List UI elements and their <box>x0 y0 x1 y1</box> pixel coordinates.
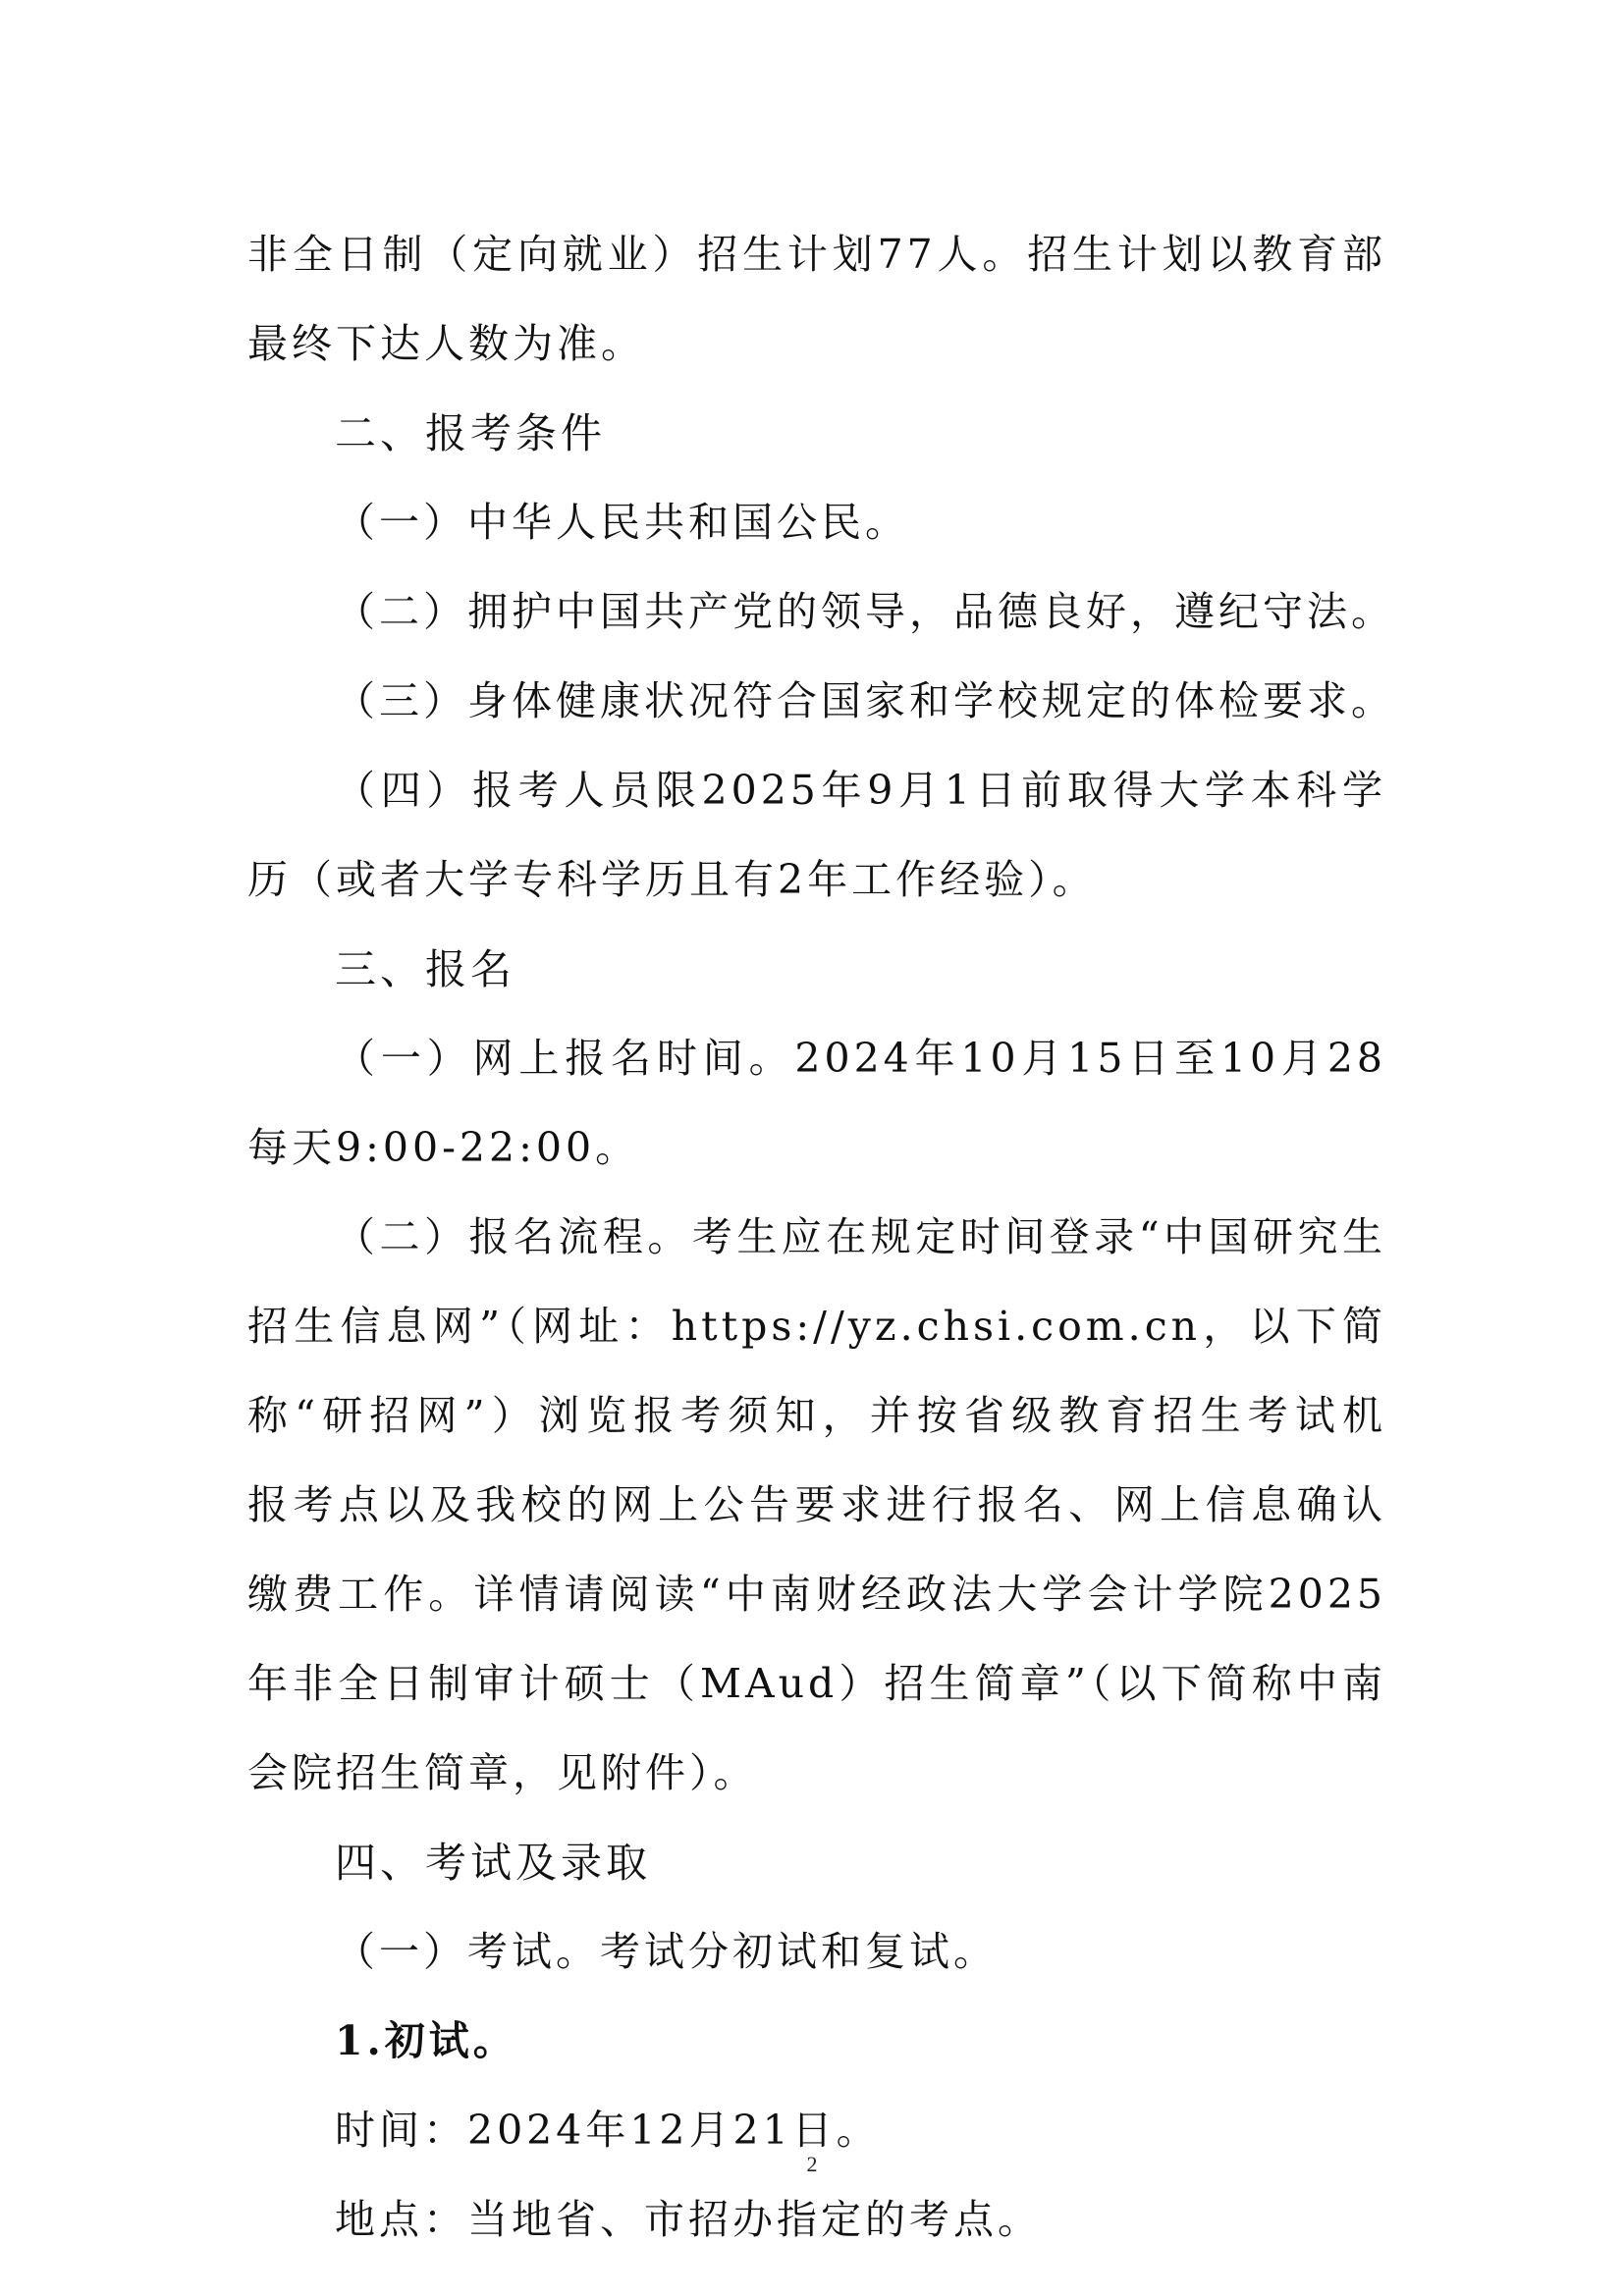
paragraph-line: （一）中华人民共和国公民。 <box>335 499 909 546</box>
paragraph-line: （二）报名流程。考生应在规定时间登录“中国研究生 <box>335 1213 1386 1260</box>
paragraph-line: 报考点以及我校的网上公告要求进行报名、网上信息确认 <box>247 1481 1386 1528</box>
page-number: 2 <box>806 2152 818 2176</box>
paragraph-line: （二）拥护中国共产党的领导，品德良好，遵纪守法。 <box>335 588 1395 635</box>
paragraph-line: 称“研招网”）浏览报考须知，并按省级教育招生考试机 <box>247 1392 1386 1439</box>
paragraph-line: 地点：当地省、市招办指定的考点。 <box>335 2196 1042 2243</box>
paragraph-line: （一）网上报名时间。2024年10月15日至10月28 <box>335 1035 1386 1082</box>
section-heading: 二、报考条件 <box>335 409 607 457</box>
paragraph-line: 最终下达人数为准。 <box>247 320 645 367</box>
section-heading: 三、报名 <box>335 945 516 993</box>
paragraph-line: 历（或者大学专科学历且有2年工作经验）。 <box>247 856 1097 903</box>
paragraph-line: 每天9:00-22:00。 <box>247 1124 640 1171</box>
paragraph-line: （三）身体健康状况符合国家和学校规定的体检要求。 <box>335 677 1395 724</box>
paragraph-line: （四）报考人员限2025年9月1日前取得大学本科学 <box>335 767 1386 814</box>
paragraph-line: 年非全日制审计硕士（MAud）招生简章”（以下简称中南 <box>247 1660 1386 1707</box>
paragraph-line: 会院招生简章，见附件）。 <box>247 1749 758 1796</box>
subsection-heading: 1.初试。 <box>335 2017 517 2064</box>
section-heading: 四、考试及录取 <box>335 1839 652 1887</box>
paragraph-line: 招生信息网”（网址：https://yz.chsi.com.cn，以下简 <box>247 1303 1386 1350</box>
paragraph-line: 非全日制（定向就业）招生计划77人。招生计划以教育部 <box>247 231 1386 278</box>
document-body <box>247 210 1395 2265</box>
paragraph-line: 时间：2024年12月21日。 <box>335 2107 881 2154</box>
paragraph-line: 缴费工作。详情请阅读“中南财经政法大学会计学院2025 <box>247 1571 1386 1618</box>
paragraph-line: （一）考试。考试分初试和复试。 <box>335 1928 998 1975</box>
